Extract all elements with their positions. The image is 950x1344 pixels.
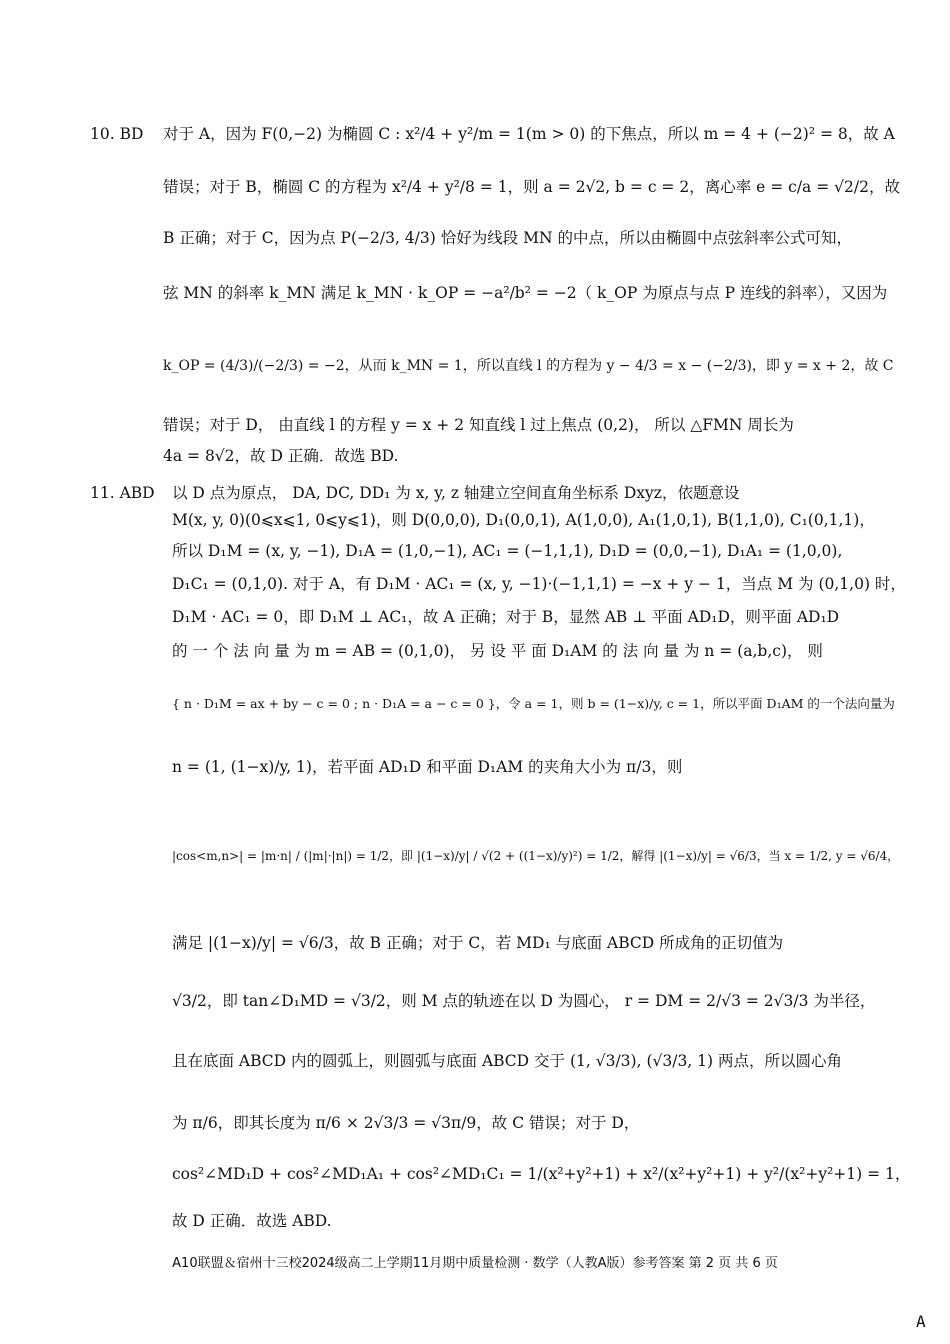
q11-line-15: 故 D 正确．故选 ABD.	[172, 1212, 332, 1230]
corner-mark: A	[916, 1312, 926, 1331]
q10-line-1: 对于 A，因为 F(0,−2) 为椭圆 C : x²/4 + y²/m = 1(m > 0) 的下焦点，所以 m = 4 + (−2)² = 8，故 A	[163, 125, 895, 143]
q11-line-12: 且在底面 ABCD 内的圆弧上，则圆弧与底面 ABCD 交于 (1, √3/3), (√3/3, 1) 两点，所以圆心角	[172, 1052, 842, 1070]
q11-line-4: D₁C₁ = (0,1,0). 对于 A，有 D₁M · AC₁ = (x, y, −1)·(−1,1,1) = −x + y − 1，当点 M 为 (0,1,0) 时，	[172, 575, 906, 593]
q11-line-1: 以 D 点为原点， DA, DC, DD₁ 为 x, y, z 轴建立空间直角坐标系 Dxyz，依题意设	[172, 484, 740, 502]
q11-line-7: { n · D₁M = ax + by − c = 0 ; n · D₁A = a − c = 0 }，令 a = 1，则 b = (1−x)/y, c = 1，所以平面 D₁AM 的一个法向量为	[172, 696, 895, 711]
q10-line-5: k_OP = (4/3)/(−2/3) = −2，从而 k_MN = 1，所以直线 l 的方程为 y − 4/3 = x − (−2/3)，即 y = x + 2，故 C	[163, 358, 894, 374]
q11-line-8: n = (1, (1−x)/y, 1)，若平面 AD₁D 和平面 D₁AM 的夹角大小为 π/3，则	[172, 758, 683, 776]
q11-line-6: 的 一 个 法 向 量 为 m = AB = (0,1,0)， 另 设 平 面 D₁AM 的 法 向 量 为 n = (a,b,c)， 则	[172, 642, 823, 660]
q11-line-14: cos²∠MD₁D + cos²∠MD₁A₁ + cos²∠MD₁C₁ = 1/(x²+y²+1) + x²/(x²+y²+1) + y²/(x²+y²+1) = 1，	[172, 1165, 911, 1183]
q11-line-9: |cos<m,n>| = |m·n| / (|m|·|n|) = 1/2，即 |(1−x)/y| / √(2 + ((1−x)/y)²) = 1/2，解得 |(1−x)/y| = √6/3，当 x = 1/2, y = √6/4，	[172, 849, 900, 863]
q10-number: 10. BD	[90, 125, 144, 143]
q10-line-7: 4a = 8√2，故 D 正确．故选 BD.	[163, 447, 399, 465]
q10-line-6: 错误；对于 D， 由直线 l 的方程 y = x + 2 知直线 l 过上焦点 (0,2)， 所以 △FMN 周长为	[163, 416, 794, 434]
q11-line-5: D₁M · AC₁ = 0，即 D₁M ⊥ AC₁，故 A 正确；对于 B，显然 AB ⊥ 平面 AD₁D，则平面 AD₁D	[172, 608, 840, 626]
q10-line-2: 错误；对于 B，椭圆 C 的方程为 x²/4 + y²/8 = 1，则 a = 2√2, b = c = 2，离心率 e = c/a = √2/2，故	[163, 178, 900, 196]
q11-line-11: √3/2，即 tan∠D₁MD = √3/2，则 M 点的轨迹在以 D 为圆心， r = DM = 2/√3 = 2√3/3 为半径，	[172, 992, 876, 1010]
q11-line-10: 满足 |(1−x)/y| = √6/3，故 B 正确；对于 C，若 MD₁ 与底面 ABCD 所成角的正切值为	[172, 934, 784, 952]
q11-line-2: M(x, y, 0)(0⩽x⩽1, 0⩽y⩽1)，则 D(0,0,0), D₁(0,0,1), A(1,0,0), A₁(1,0,1), B(1,1,0), C₁(0,1,1)，	[172, 511, 875, 529]
q11-number: 11. ABD	[90, 484, 155, 502]
page-footer: A10联盟＆宿州十三校2024级高二上学期11月期中质量检测 · 数学（人教A版）参考答案 第 2 页 共 6 页	[172, 1256, 778, 1271]
q10-line-4: 弦 MN 的斜率 k_MN 满足 k_MN · k_OP = −a²/b² = −2（ k_OP 为原点与点 P 连线的斜率），又因为	[163, 284, 888, 302]
q11-line-3: 所以 D₁M = (x, y, −1), D₁A = (1,0,−1), AC₁ = (−1,1,1), D₁D = (0,0,−1), D₁A₁ = (1,0,0),	[172, 542, 843, 560]
q11-line-13: 为 π/6，即其长度为 π/6 × 2√3/3 = √3π/9，故 C 错误；对于 D，	[172, 1114, 640, 1132]
q10-line-3: B 正确；对于 C，因为点 P(−2/3, 4/3) 恰好为线段 MN 的中点，所以由椭圆中点弦斜率公式可知，	[163, 229, 853, 247]
